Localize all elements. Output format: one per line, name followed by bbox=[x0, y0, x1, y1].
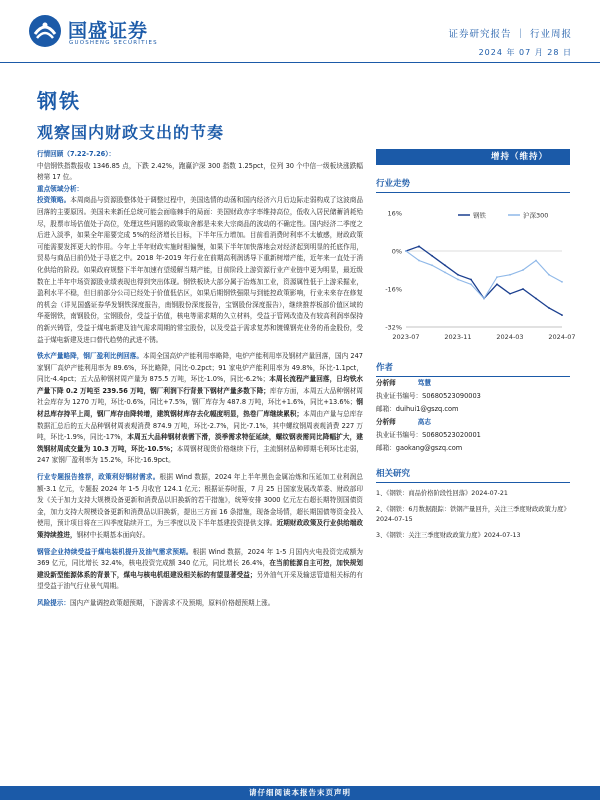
data-point bbox=[535, 260, 537, 262]
data-point bbox=[431, 264, 433, 266]
author-1-cert: 执业证书编号：S0680523090003 bbox=[376, 392, 481, 400]
related-heading: 相关研究 bbox=[376, 467, 570, 483]
related-item[interactable]: 2、《钢铁：6月数据跟踪：铁钢产量回升，关注三季度财政政策力度》2024-07-15 bbox=[376, 505, 570, 523]
author-2-cert: 执业证书编号：S0680523020001 bbox=[376, 431, 481, 439]
supply-paragraph: 铁水产量略降，钢厂盈利比例回落。本周全国高炉产能利用率略降，电炉产能利用率及钢材产量回落，国内 247 家钢厂高炉产能利用率为 89.6%，环比略降，同比-0.2pct；91 家电炉产能利用率为 49.8%，环比-1.1pct，同比-4.4pct；五大品种钢材周产量为 875.5 万吨，环比-1.0%，同比-6.2%；本周长流程产量回落，日均铁水产量下降 0.2 万吨至 239.56 万吨，钢厂利润下行背景下钢材产量多数下降；库存方面，本周五大品种钢材周社会库存为 1270 万吨，环比-0.6%，同比+7.5%，钢厂库存为 487.8 万吨，环比+1.6%，同比+13.6%；钢材总库存持平上周，钢厂库存由降转增，建筑钢材库存去化幅度明显，热卷厂库继续累积；本周由产量与总库存数据汇总后的五大品种钢材周表观消费 874.9 万吨，环比-2.7%，同比-7.1%，其中螺纹钢周表观消费 227 万吨，环比-1.9%，同比-17%，本周五大品种钢材表需下滑，淡季需求特征延续，螺纹钢表需同比降幅扩大，建筑钢材周成交量为 10.3 万吨，环比-10.5%；本周钢材现货价格继续下行，主流钢材品种即期毛利环比走弱，247 家钢厂盈利率为 15.2%，环比-16.9pct。 bbox=[37, 352, 364, 465]
review-heading: 行情回顾（7.22-7.26）： bbox=[37, 150, 116, 158]
data-point bbox=[561, 281, 563, 283]
trend-heading: 行业走势 bbox=[376, 177, 570, 193]
author-2-name-line: 分析师 高志 bbox=[376, 418, 431, 426]
data-point bbox=[496, 283, 498, 285]
logo-emblem-icon bbox=[28, 14, 62, 48]
data-point bbox=[548, 274, 550, 276]
pipe-paragraph: 钢管企业持续受益于煤电装机提升及油气需求预期。根据 Wind 数据，2024 年 1-5 月国内火电投资完成额为 369 亿元，同比增长 32.4%，核电投资完成额 340 亿元，同比增长 26.4%，在当前能源自主可控，加快规划建设新型能源体系的背景下，煤电与核电机组建设相关标的有望显著受益；另外油气开采及输送管道相关标的有望受益于油气行业景气周期。 bbox=[37, 547, 363, 591]
data-point bbox=[548, 307, 550, 309]
x-tick-label: 2024-03 bbox=[496, 333, 524, 341]
data-point bbox=[431, 255, 433, 257]
strategy-paragraph: 投资策略。本周商品与资源股整体处于调整过程中，美国选情的动荡和国内经济六月后边际走弱构成了这波商品回落的主要原因。美国未来新任总统可能会面临棘手的局面：美国财政赤字率维持高位，低收入居民储蓄消耗殆尽，股票市场估值处于高位，处理这些问题的政策取舍都是未来大宗商品的波动的不确定性。国内经济二季度之后进入淡季，如果全年需要完成 5%的经济增长目标，下半年压力增加。目前看消费时利率不太敏感，财政政策可能需要发挥更大的作用。今年上半年财政实施时相偏慢，如果下半年加快落地会对经济起到明显的托底作用，贸易与商品目前仍处于寻底之中。2018 年-2019 年行业在前期高利润诱导下重新树增产能，近年来一直处于消化供给的阶段。如果政府规整下半年加速有望缓解当期产能，目前阶段上游资源行业产业链中更为明显，最近级数在上半年中场资源股业绩表现也得到突出体现。钢铁板块大部分属于冶炼加工业，资源属性低于上游采掘业，盈利水平不稳，但目前部分公司已经处于价值低估区，如果后期钢铁强限与到能控政策影响，行业未来存在修复的机会（详见国盛证券华发钢铁深度报告，南钢股份深度报告，宝钢股份深度报告），继续推荐板部价值区域的华菱钢铁，南钢股份，宝钢股份，受益于估值，核电等需求期的久立材料，受益于管网改造及有较高利润率保持的新兴铸管，受益于煤电新建及油气需求周期的常宝股份，以及受益于需求复苏和镀镍钢壳业务的甬金股份，受益于煤电新建及进口替代趋势的武进不锈。 bbox=[37, 196, 364, 344]
author-block-1 bbox=[376, 377, 570, 455]
data-point bbox=[470, 279, 472, 281]
related-item[interactable]: 3、《钢铁：关注三季度财政政策力度》2024-07-13 bbox=[376, 531, 521, 539]
data-point bbox=[561, 314, 563, 316]
y-tick-label: 0% bbox=[391, 247, 402, 256]
series-line-2 bbox=[406, 251, 562, 299]
data-point bbox=[535, 298, 537, 300]
data-point bbox=[418, 260, 420, 262]
report-title: 观察国内财政支出的节奏 bbox=[37, 123, 225, 142]
x-tick-label: 2023-11 bbox=[444, 333, 472, 341]
logo-english: GUOSHENG SECURITIES bbox=[69, 40, 158, 46]
data-point bbox=[522, 269, 524, 271]
data-point bbox=[444, 271, 446, 273]
related-list bbox=[376, 489, 570, 541]
data-point bbox=[457, 279, 459, 281]
key-heading: 重点领域分析： bbox=[37, 184, 84, 193]
y-tick-label: -16% bbox=[385, 285, 402, 294]
data-point bbox=[509, 293, 511, 295]
series-line-1 bbox=[406, 246, 562, 315]
data-point bbox=[496, 276, 498, 278]
data-point bbox=[444, 264, 446, 266]
risk-paragraph: 风险提示：国内产量调控政策超预期，下游需求不及预期，原料价格超预期上涨。 bbox=[37, 598, 275, 607]
report-type: 证券研究报告 ｜ 行业周报 bbox=[448, 29, 572, 40]
data-point bbox=[457, 274, 459, 276]
main-content bbox=[37, 149, 363, 610]
data-point bbox=[405, 250, 407, 252]
review-text: 中信钢铁指数报收 1346.85 点，下跌 2.42%，跑赢沪深 300 指数 1.25pct，位列 30 个中信一级板块涨跌幅榜第 17 位。 bbox=[37, 161, 363, 182]
data-point bbox=[470, 283, 472, 285]
related-item[interactable]: 1、《钢铁：商品价格阶段性回落》2024-07-21 bbox=[376, 490, 508, 497]
chart-canvas bbox=[376, 199, 576, 349]
data-point bbox=[522, 288, 524, 290]
legend-label: 沪深300 bbox=[523, 211, 549, 220]
header-divider bbox=[0, 62, 600, 63]
footer-disclaimer: 请仔细阅读本报告末页声明 bbox=[0, 786, 600, 800]
authors-heading: 作者 bbox=[376, 361, 570, 377]
y-tick-label: 16% bbox=[387, 209, 402, 218]
x-tick-label: 2024-07 bbox=[548, 333, 576, 341]
data-point bbox=[509, 274, 511, 276]
y-tick-label: -32% bbox=[385, 323, 402, 332]
industry-trend-chart bbox=[376, 199, 576, 349]
legend-label: 钢铁 bbox=[473, 211, 486, 220]
data-point bbox=[418, 245, 420, 247]
x-tick-label: 2023-07 bbox=[392, 333, 420, 341]
author-1-name-line: 分析师 笃慧 bbox=[376, 379, 431, 387]
policy-paragraph: 行业专题报告推荐，政策利好钢材需求。根据 Wind 数据，2024 年上半年黑色金属冶炼和压延加工业利润总额-3.1 亿元，专题报 2024 年 1-5 月收官 124.1 亿元；根据证券时报，7 月 25 日国家发展改革委、财政部印发《关于加力支持大规模设备更新和消费品以旧换新的若干措施》，统筹安排 3000 亿元左右超长期特别国债资金，加力支持大规模设备更新和消费品以旧换新，提出三方面 16 条措施，现备金场情，超长期国债等资金投入使用，预计项目将在三四季度陆续开工，为三季度以及下半年基建投资提供支撑。近期财政政策及行业供给端政策持续推进，钢材中长期基本面向好。 bbox=[37, 473, 364, 539]
author-1-email: 邮箱：duihui1@gszq.com bbox=[376, 405, 459, 413]
rating-badge: 增持（维持） bbox=[376, 149, 570, 165]
author-2-email: 邮箱：gaokang@gszq.com bbox=[376, 444, 463, 452]
company-logo bbox=[28, 14, 178, 52]
sidebar bbox=[376, 149, 576, 546]
logo-text: 国盛证券 bbox=[68, 20, 149, 42]
report-date: 2024 年 07 月 28 日 bbox=[478, 48, 572, 57]
industry-name: 钢铁 bbox=[37, 89, 81, 113]
data-point bbox=[483, 298, 485, 300]
